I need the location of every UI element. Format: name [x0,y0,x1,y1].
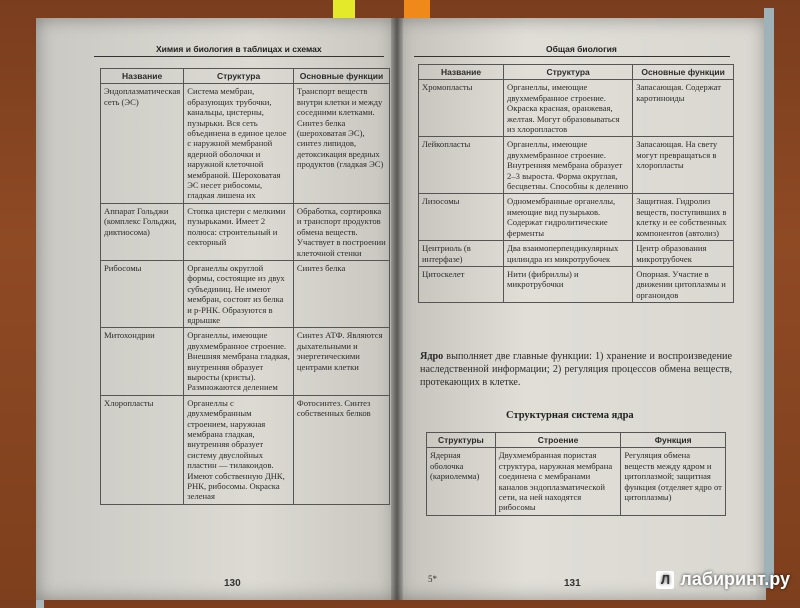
table-row [419,80,734,137]
cell-functions: Фотосинтез. Синтез собственных белков [293,395,389,504]
cell-functions: Обработка, сортировка и транспорт продуктов обмена веществ. Участвует в построении клеточной стенки [293,203,389,260]
watermark-text: лабиринт.ру [680,569,790,589]
watermark [656,569,790,590]
table-header-row [427,433,726,448]
cell-functions: Запасающая. Содержат каротиноиды [633,80,734,137]
cell-structure-name: Ядерная оболочка (кариолемма) [427,448,496,515]
cell-structure: Одномембранные органеллы, имеющие вид пузырьков. Содержат гидролитические ферменты [504,194,633,241]
cell-name: Лизосомы [419,194,504,241]
table-row [101,203,390,260]
signature-mark: 5* [428,574,437,584]
cell-name: Цитоскелет [419,266,504,302]
table-header-row [101,69,390,84]
cell-name: Лейкопласты [419,137,504,194]
left-running-head: Химия и биология в таблицах и схемах [156,44,322,54]
book-gutter [391,18,403,600]
cell-name: Митохондрии [101,328,184,395]
col-header-structure: Структура [504,65,633,80]
table-row [419,241,734,267]
cell-name: Рибосомы [101,260,184,327]
left-head-rule [94,56,384,57]
right-page-number: 131 [564,578,581,589]
cell-structure: Нити (фибриллы) и микротрубочки [504,266,633,302]
cell-structure: Органеллы, имеющие двухмембранное строение. Внешняя мембрана гладкая, внутренняя образует выросты (кристы). Размножаются делением [184,328,294,395]
col-header-structure: Структура [184,69,294,84]
cell-name: Хлоропласты [101,395,184,504]
col-header-structures: Структуры [427,433,496,448]
cell-name: Центриоль (в интерфазе) [419,241,504,267]
nucleus-paragraph [420,350,732,389]
right-head-rule [414,56,730,57]
right-page-edge [764,8,774,588]
col-header-functions: Основные функции [293,69,389,84]
cell-functions: Запасающая. На свету могут превращаться в хлоропласты [633,137,734,194]
table-header-row [419,65,734,80]
table-row [419,266,734,302]
cell-structure: Органеллы округлой формы, состоящие из двух субъединиц. Не имеют мембран, состоят из белка и р-РНК. Образуются в ядрышке [184,260,294,327]
right-page [396,18,766,600]
cell-name: Аппарат Гольджи (комплекс Гольджи, диктиосома) [101,203,184,260]
right-running-head: Общая биология [546,44,617,54]
cell-composition: Двухмембранная пористая структура, наружная мембрана соединена с мембранами каналов эндоплазматической сети, на ней находятся рибосомы [495,448,621,515]
col-header-name: Название [419,65,504,80]
table-row [419,194,734,241]
table-row [101,395,390,504]
cell-functions: Синтез АТФ. Являются дыхательными и энергетическими центрами клетки [293,328,389,395]
table-row [427,448,726,515]
cell-functions: Опорная. Участие в движении цитоплазмы и органоидов [633,266,734,302]
table-row [419,137,734,194]
cell-structure: Органеллы, имеющие двухмембранное строение. Внутренняя мембрана образует 2–3 выроста. Форма округлая, бесцветны. Способны к делению [504,137,633,194]
open-book [36,18,766,600]
col-header-composition: Строение [495,433,621,448]
cell-name: Эндоплазматическая сеть (ЭС) [101,84,184,203]
cell-structure: Система мембран, образующих трубочки, канальцы, цистерны, пузырьки. Вся сеть объединена в единое целое с наружной мембраной ядерной оболочки и наружной клеточной мембраной. Шероховатая ЭС несет рибосомы, гладкая лишена их [184,84,294,203]
cell-functions: Центр образования микротрубочек [633,241,734,267]
nucleus-subheading: Структурная система ядра [506,410,634,421]
organelle-table-right [418,64,734,303]
left-page [36,18,396,600]
labirint-logo-icon: Л [656,571,674,589]
table-row [101,260,390,327]
cell-structure: Стопка цистерн с мелкими пузырьками. Имеет 2 полюса: строительный и секторный [184,203,294,260]
organelle-table-left [100,68,390,505]
cell-structure: Два взаимоперпендикулярных цилиндра из микротрубочек [504,241,633,267]
cell-function: Регуляция обмена веществ между ядром и цитоплазмой; защитная функция (отделяет ядро от цитоплазмы) [621,448,726,515]
left-page-number: 130 [224,578,241,589]
table-row [101,328,390,395]
cell-functions: Синтез белка [293,260,389,327]
nucleus-structure-table [426,432,726,516]
nucleus-paragraph-text: выполняет две главные функции: 1) хранение и воспроизведение наследственной информации; 2) регуляция процессов обмена веществ, протекающих в клетке. [420,351,732,388]
cell-functions: Защитная. Гидролиз веществ, поступивших в клетку и ее собственных компонентов (автолиз) [633,194,734,241]
col-header-functions: Основные функции [633,65,734,80]
cell-functions: Транспорт веществ внутри клетки и между соседними клетками. Синтез белка (шероховатая ЭС), синтез липидов, детоксикация вредных продуктов (гладкая ЭС) [293,84,389,203]
col-header-name: Название [101,69,184,84]
cell-structure: Органеллы, имеющие двухмембранное строение. Окраска красная, оранжевая, желтая. Могут образовываться из хлоропластов [504,80,633,137]
table-row [101,84,390,203]
nucleus-lead-word: Ядро [420,351,444,362]
col-header-function: Функция [621,433,726,448]
cell-structure: Органеллы с двухмембранным строением, наружная мембрана гладкая, внутренняя образует систему двуслойных пластин — тилакоидов. Имеют собственную ДНК, РНК, рибосомы. Окраска зеленая [184,395,294,504]
cell-name: Хромопласты [419,80,504,137]
